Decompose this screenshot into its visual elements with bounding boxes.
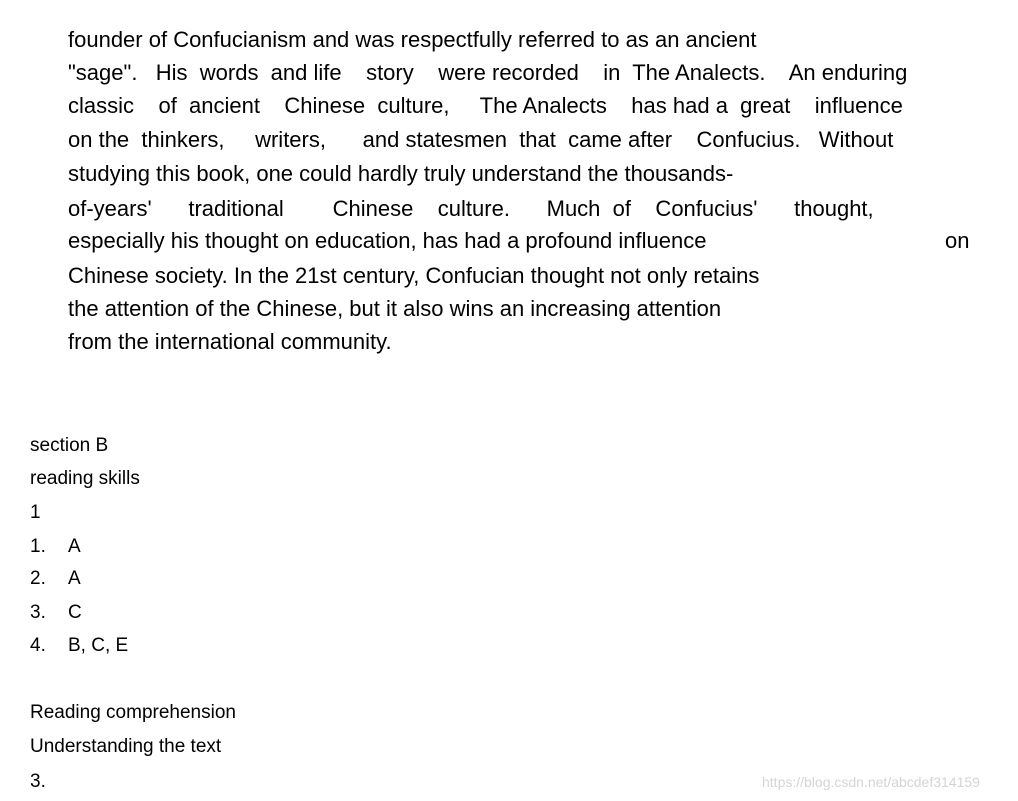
section-subtitle: reading skills <box>30 468 140 489</box>
section-title: section B <box>30 435 109 456</box>
answer-value: C <box>68 602 82 623</box>
answer-number: 1. <box>30 536 46 557</box>
passage-line-6: of-years' traditional Chinese culture. Much of Confucius' thought, <box>68 196 874 221</box>
watermark-text: https://blog.csdn.net/abcdef314159 <box>762 774 980 790</box>
passage-line-2: "sage". His words and life story were recorded in The Analects. An enduring <box>68 60 908 85</box>
passage-line-3: classic of ancient Chinese culture, The Analects has had a great influence <box>68 93 903 118</box>
answer-value: B, C, E <box>68 635 129 656</box>
answer-number: 4. <box>30 635 46 656</box>
passage-line-5: studying this book, one could hardly truly understand the thousands- <box>68 161 734 186</box>
passage-line-1: founder of Confucianism and was respectfully referred to as an ancient <box>68 27 757 52</box>
comprehension-item-number: 3. <box>30 771 46 792</box>
answer-value: A <box>68 568 81 589</box>
answer-number: 2. <box>30 568 46 589</box>
answer-value: A <box>68 536 81 557</box>
passage-line-4: on the thinkers, writers, and statesmen that came after Confucius. Without <box>68 127 894 152</box>
answer-number: 3. <box>30 602 46 623</box>
passage-line-8: Chinese society. In the 21st century, Confucian thought not only retains <box>68 263 760 288</box>
passage-line-7-trailing: on <box>945 228 970 253</box>
passage-line-9: the attention of the Chinese, but it also wins an increasing attention <box>68 296 722 321</box>
passage-line-7: especially his thought on education, has had a profound influence <box>68 228 707 253</box>
passage-line-10: from the international community. <box>68 329 392 354</box>
comprehension-subheading: Understanding the text <box>30 736 222 757</box>
exercise-number: 1 <box>30 502 41 523</box>
comprehension-heading: Reading comprehension <box>30 702 236 723</box>
